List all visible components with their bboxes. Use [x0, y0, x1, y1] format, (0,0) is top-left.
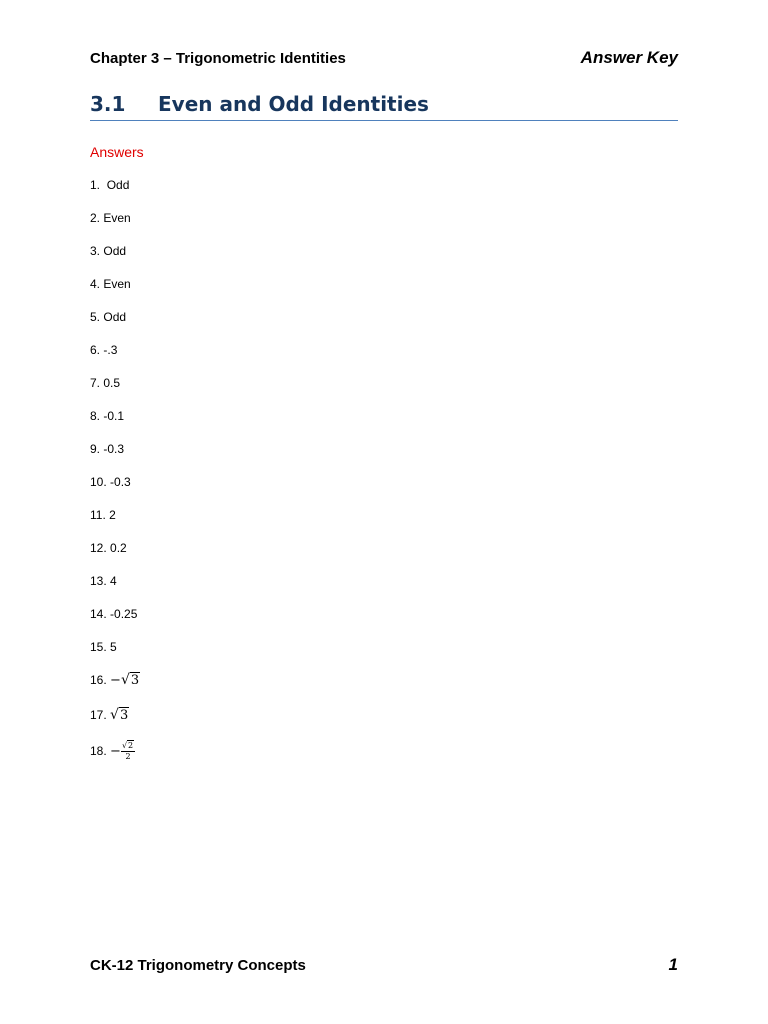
answer-number: 17. [90, 708, 107, 722]
fraction [121, 741, 135, 762]
book-title: CK-12 Trigonometry Concepts [90, 957, 306, 974]
radicand: 3 [119, 708, 129, 723]
chapter-title: Chapter 3 – Trigonometric Identities [90, 50, 346, 67]
sqrt-symbol: √ [120, 672, 130, 688]
answer-value: 2 [109, 508, 116, 522]
section-title: Even and Odd Identities [158, 92, 429, 116]
answer-item [90, 275, 140, 308]
answer-math [110, 708, 129, 723]
answer-value: 5 [110, 640, 117, 654]
answer-item [90, 242, 140, 275]
answer-value: Odd [103, 244, 127, 258]
answer-item [90, 572, 140, 605]
answer-value: 4 [110, 574, 117, 588]
minus-sign: − [110, 673, 121, 688]
answer-value: Even [103, 211, 131, 225]
section-number: 3.1 [90, 92, 126, 116]
answer-item [90, 176, 140, 209]
answer-item [90, 638, 140, 671]
running-header [90, 48, 678, 68]
answer-value: 0.5 [103, 376, 121, 390]
answer-value: 0.2 [110, 541, 127, 555]
answer-number: 10. [90, 475, 107, 489]
answer-value: Odd [103, 310, 127, 324]
answer-number: 11. [90, 508, 106, 522]
answer-number: 7. [90, 376, 101, 390]
answer-item [90, 706, 140, 741]
answer-value: -0.3 [103, 442, 125, 456]
answer-value: -0.25 [110, 607, 138, 621]
answer-item [90, 671, 140, 706]
page-number: 1 [668, 955, 678, 974]
answer-number: 4. [90, 277, 101, 291]
answer-number: 2. [90, 211, 101, 225]
answer-number: 18. [90, 744, 107, 758]
answer-value: Even [103, 277, 131, 291]
answer-number: 8. [90, 409, 101, 423]
answer-item [90, 605, 140, 638]
answer-value: -.3 [103, 343, 118, 357]
answer-item [90, 539, 140, 572]
radicand: 3 [130, 673, 140, 688]
answer-number: 12. [90, 541, 107, 555]
answer-item [90, 341, 140, 374]
answer-number: 9. [90, 442, 101, 456]
answer-value: Odd [106, 178, 130, 192]
answers-label: Answers [90, 144, 144, 160]
page-footer [90, 955, 678, 975]
sqrt-symbol: √ [121, 741, 128, 750]
answer-item [90, 506, 140, 539]
answer-value: -0.3 [110, 475, 131, 489]
answer-item [90, 440, 140, 473]
section-heading [90, 92, 678, 121]
answer-item [90, 374, 140, 407]
answer-number: 15. [90, 640, 107, 654]
answer-item [90, 308, 140, 341]
answer-number: 5. [90, 310, 101, 324]
answer-number: 1. [90, 178, 101, 192]
answer-math [110, 741, 135, 761]
answer-key-label: Answer Key [580, 48, 678, 67]
answer-number: 13. [90, 574, 107, 588]
answer-item [90, 473, 140, 506]
fraction-denominator: 2 [125, 752, 131, 761]
answer-number: 3. [90, 244, 101, 258]
answer-item [90, 741, 140, 776]
minus-sign: − [110, 744, 121, 759]
answer-math [110, 673, 140, 688]
answer-number: 6. [90, 343, 101, 357]
answer-number: 14. [90, 607, 107, 621]
answer-item [90, 407, 140, 440]
sqrt-symbol: √ [110, 707, 119, 723]
fraction-numerator [121, 741, 135, 752]
answer-number: 16. [90, 673, 107, 687]
answer-value: -0.1 [103, 409, 125, 423]
radicand: 2 [128, 741, 134, 750]
answer-item [90, 209, 140, 242]
answer-list [90, 176, 140, 776]
